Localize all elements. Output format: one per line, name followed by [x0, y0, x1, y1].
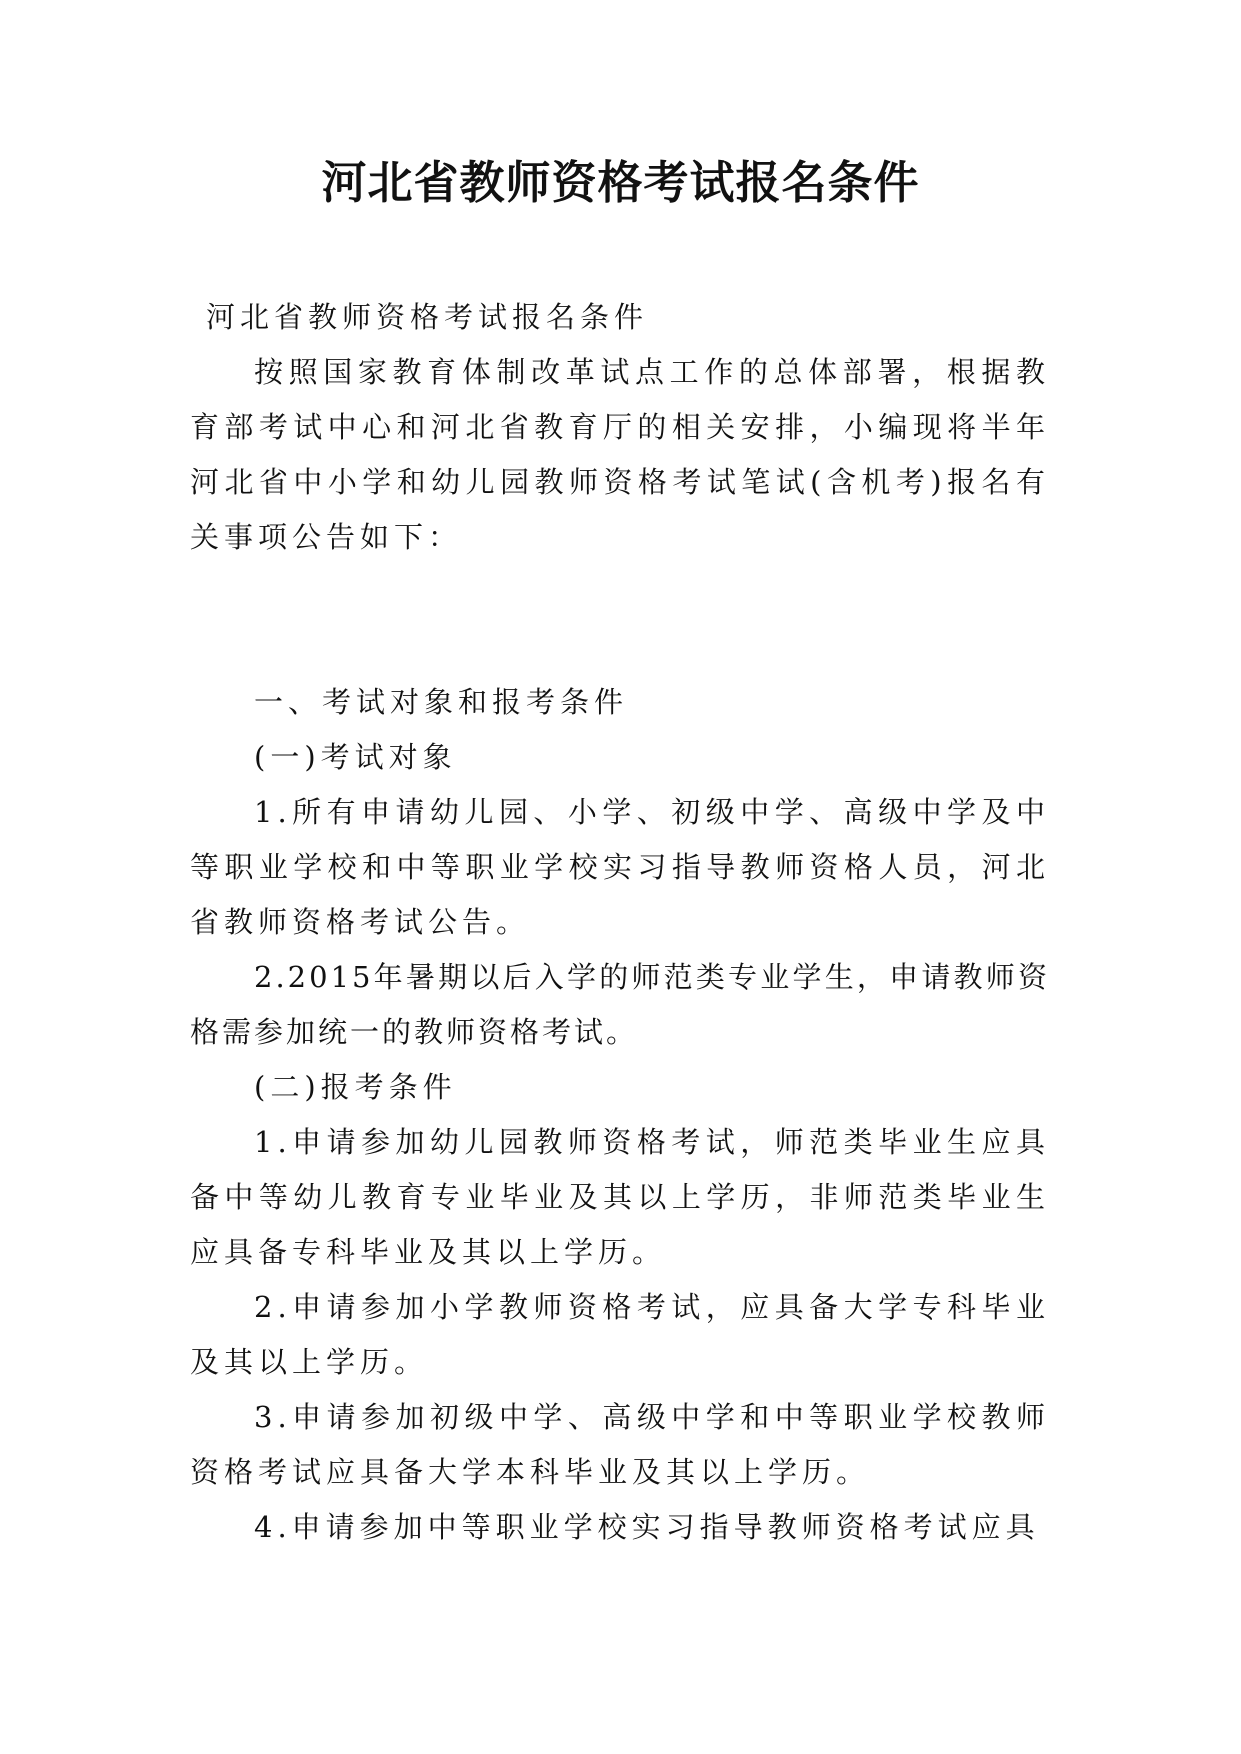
paragraph-subtitle: 河北省教师资格考试报名条件 — [206, 300, 649, 334]
document-title: 河北省教师资格考试报名条件 — [321, 156, 920, 209]
section-heading: 一、考试对象和报考条件 — [254, 685, 629, 719]
list-item: 3.申请参加初级中学、高级中学和中等职业学校教师资格考试应具备大学本科毕业及其以上学历。 — [190, 1400, 1050, 1489]
list-item: 2.申请参加小学教师资格考试，应具备大学专科毕业及其以上学历。 — [190, 1290, 1050, 1379]
document-body — [190, 290, 1050, 1555]
list-item: 1.申请参加幼儿园教师资格考试，师范类毕业生应具备中等幼儿教育专业毕业及其以上学历，非师范类毕业生应具备专科毕业及其以上学历。 — [190, 1125, 1050, 1269]
list-item: 1.所有申请幼儿园、小学、初级中学、高级中学及中等职业学校和中等职业学校实习指导教师资格人员，河北省教师资格考试公告。 — [190, 795, 1050, 939]
list-item: 4.申请参加中等职业学校实习指导教师资格考试应具 — [254, 1510, 1040, 1544]
subsection-heading: (一)考试对象 — [254, 740, 457, 774]
paragraph-intro: 按照国家教育体制改革试点工作的总体部署，根据教育部考试中心和河北省教育厅的相关安排，小编现将半年河北省中小学和幼儿园教师资格考试笔试(含机考)报名有关事项公告如下： — [190, 355, 1050, 554]
subsection-heading: (二)报考条件 — [254, 1070, 457, 1104]
paragraph-spacer — [190, 565, 1050, 675]
list-item: 2.2015年暑期以后入学的师范类专业学生，申请教师资格需参加统一的教师资格考试。 — [190, 960, 1050, 1049]
